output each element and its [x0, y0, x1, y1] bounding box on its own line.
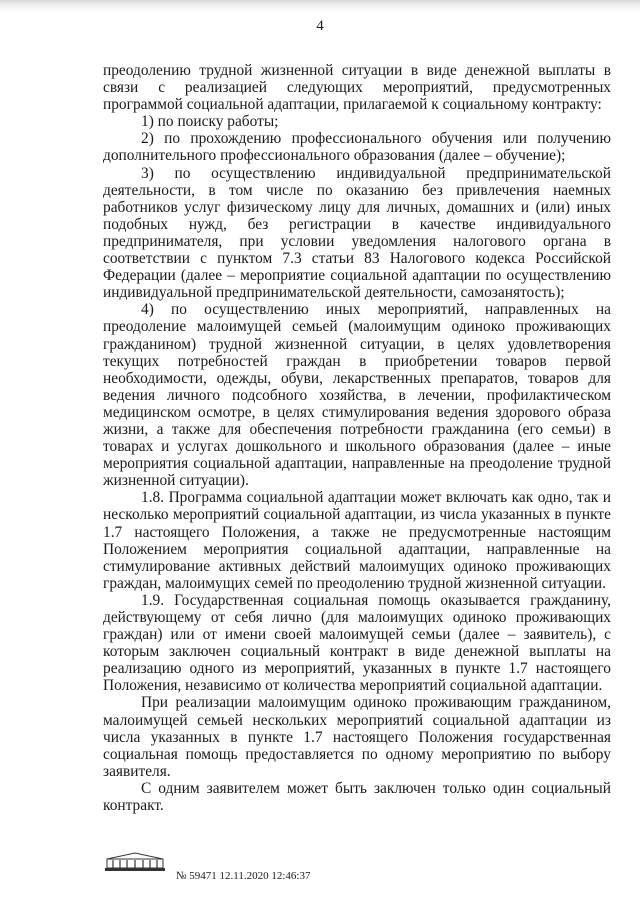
page-number: 4	[316, 18, 324, 34]
scan-edge-shadow	[0, 0, 640, 12]
paragraph-single-contract: С одним заявителем может быть заключен только один социальный контракт.	[103, 779, 611, 815]
clause-1-8: 1.8. Программа социальной адаптации может включать как одно, так и несколько мероприятий социальной адаптации, из числа указанных в пункте 1.7 настоящего Положения, а также не предусмотренные настоящим Положением мероприятия социальной адаптации, направленные на стимулирование активных действий малоимущих одиноко проживающих граждан, малоимущих семей по преодолению трудной жизненной ситуации.	[103, 489, 611, 592]
document-registration-stamp: № 59471 12.11.2020 12:46:37	[176, 870, 311, 882]
government-building-logo	[104, 852, 166, 872]
list-item-other-measures: 4) по осуществлению иных мероприятий, направленных на преодоление малоимущей семьей (малоимущим одиноко проживающих гражданином) трудной жизненной ситуации, в целях удовлетворения текущих потребностей граждан в приобретении товаров первой необходимости, одежды, обуви, лекарственных препаратов, товаров для ведения личного подсобного хозяйства, в лечении, профилактическом медицинском осмотре, в целях стимулирования ведения здорового образа жизни, а также для обеспечения потребности гражданина (его семьи) в товарах и услугах дошкольного и школьного образования (далее – иные мероприятия социальной адаптации, направленные на преодоление трудной жизненной ситуации).	[103, 301, 611, 490]
paragraph-multiple-measures: При реализации малоимущим одиноко проживающим гражданином, малоимущей семьей нескольких мероприятий социальной адаптации из числа указанных в пункте 1.7 настоящего Положения государственная социальная помощь предоставляется по одному мероприятию по выбору заявителя.	[103, 694, 611, 780]
paragraph-continuation: преодолению трудной жизненной ситуации в виде денежной выплаты в связи с реализацией следующих мероприятий, предусмотренных программой социальной адаптации, прилагаемой к социальному контракту:	[103, 62, 611, 114]
list-item-entrepreneurship: 3) по осуществлению индивидуальной предпринимательской деятельности, в том числе по оказанию без привлечения наемных работников услуг физическому лицу для личных, домашних и (или) иных подобных нужд, без регистрации в качестве индивидуального предпринимателя, при условии уведомления налогового органа в соответствии с пунктом 7.3 статьи 83 Налогового кодекса Российской Федерации (далее – мероприятие социальной адаптации по осуществлению индивидуальной предпринимательской деятельности, самозанятость);	[103, 164, 611, 302]
list-item-training: 2) по прохождению профессионального обучения или получению дополнительного профессионального образования (далее – обучение);	[103, 130, 611, 165]
list-item-job-search: 1) по поиску работы;	[141, 113, 279, 131]
clause-1-9: 1.9. Государственная социальная помощь оказывается гражданину, действующему от себя лично (для малоимущих одиноко проживающих граждан) или от имени своей малоимущей семьи (далее – заявитель), с которым заключен социальный контракт в виде денежной выплаты на реализацию одного из мероприятий, указанных в пункте 1.7 настоящего Положения, независимо от количества мероприятий социальной адаптации.	[103, 591, 611, 695]
document-body	[103, 62, 611, 814]
